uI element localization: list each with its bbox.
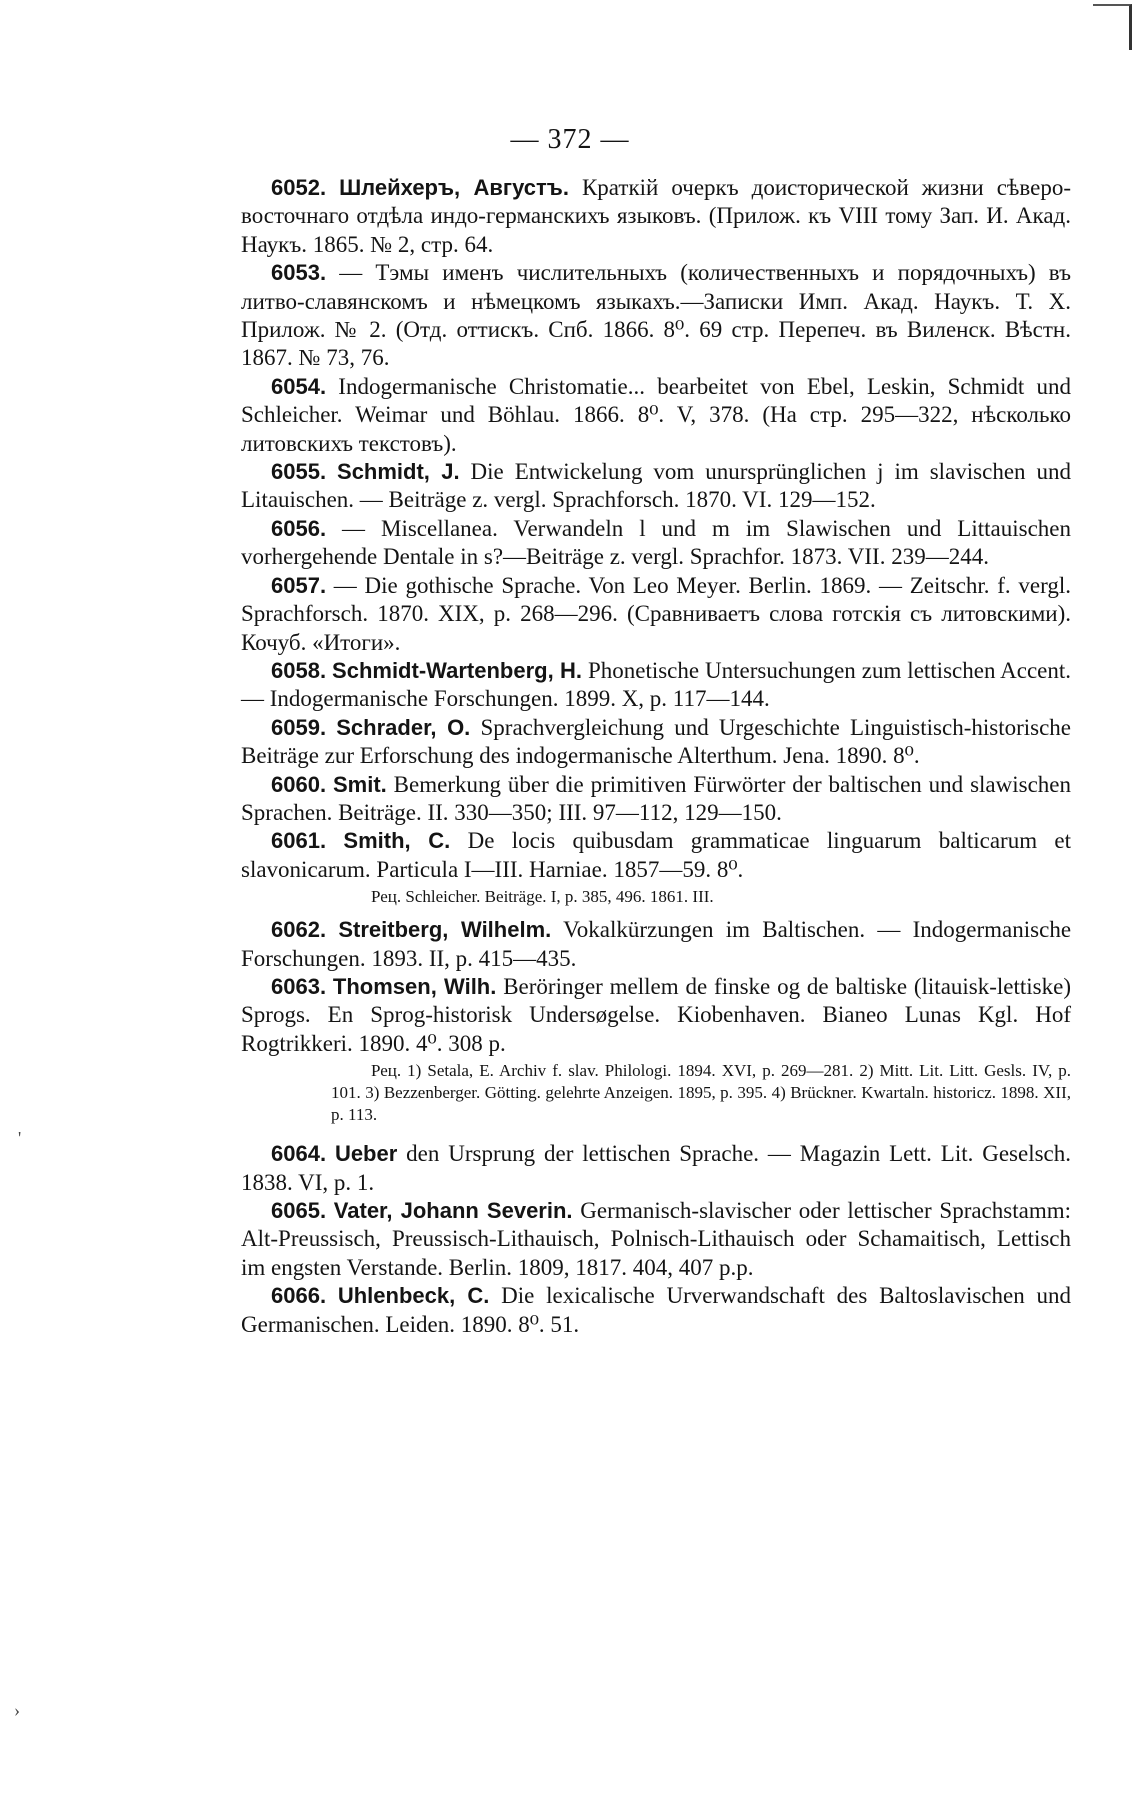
entry-number: 6061. — [271, 828, 327, 854]
bibliography-entry — [241, 1282, 1071, 1339]
entry-number: 6064. — [271, 1141, 327, 1167]
entry-number: 6065. — [271, 1198, 327, 1223]
review-note: Рец. Schleicher. Beiträge. I, p. 385, 496. 1861. III. — [371, 887, 714, 907]
bibliography-list — [241, 174, 1071, 1339]
entry-number: 6060. — [271, 771, 327, 797]
entry-author: Thomsen, Wilh. — [332, 973, 497, 999]
entry-text: Краткій очеркъ доисторической жизни сѣверо-восточнаго отдѣла индо-германскихъ языковъ. (Прилож. къ VIII тому Зап. И. Акад. Наукъ. 1865. № 2, стр. 64. — [241, 175, 1071, 257]
entry-text: — Die gothische Sprache. Von Leo Meyer. Berlin. 1869. — Zeitschr. f. vergl. Sprachforsch. 1870. XIX, p. 268—296. (Сравниваетъ слова готскія съ литовскими). Кочуб. «Итоги». — [241, 572, 1071, 655]
entry-author: Schrader, O. — [336, 714, 471, 740]
bibliography-entry — [241, 916, 1071, 973]
bibliography-entry — [241, 572, 1071, 657]
entry-number: 6055. — [271, 459, 327, 485]
entry-text: Beröringer mellem de finske og de baltiske (litauisk-lettiske) Sprogs. En Sprog-historisk Undersøgelse. Kiobenhaven. Bianeo Lunas Kgl. Hof Rogtrikkeri. 1890. 4⁰. 308 p. — [241, 973, 1071, 1056]
bibliography-entry — [241, 657, 1071, 714]
entry-number: 6059. — [271, 714, 327, 740]
bibliography-entry — [241, 771, 1071, 828]
entry-text: Sprachvergleichung und Urgeschichte Linguistisch-historische Beiträge zur Erforschung des indogermanische Alterthum. Jena. 1890. 8⁰. — [241, 714, 1072, 769]
bibliography-entry — [241, 973, 1071, 1058]
entry-number: 6063. — [271, 973, 327, 999]
bibliography-entry — [241, 515, 1071, 572]
entry-number: 6052. — [271, 175, 327, 200]
entry-text: — Miscellanea. Verwandeln l und m im Slawischen und Littauischen vorhergehende Dentale in s?—Beiträge z. vergl. Sprachfor. 1873. VII. 239—244. — [241, 515, 1071, 570]
bibliography-entry — [241, 827, 1071, 884]
bibliography-entry — [241, 1140, 1071, 1197]
entry-number: 6056. — [271, 515, 327, 541]
entry-author: Smith, C. — [343, 828, 451, 854]
bibliography-entry — [241, 458, 1071, 515]
page-edge-mark — [1093, 4, 1132, 50]
entry-author: Ueber — [334, 1141, 398, 1167]
entry-text: Bemerkung über die primitiven Fürwörter der baltischen und slawischen Sprachen. Beiträge. II. 330—350; III. 97—112, 129—150. — [241, 771, 1071, 825]
bibliography-entry — [241, 714, 1071, 771]
entry-text: Die lexicalische Urverwandschaft des Baltoslavischen und Germanischen. Leiden. 1890. 8⁰. 51. — [241, 1283, 1072, 1337]
entry-number: 6053. — [271, 260, 327, 286]
review-note: Рец. 1) Setala, E. Archiv f. slav. Philologi. 1894. XVI, p. 269—281. 2) Mitt. Lit. Litt. Gesls. IV, p. 101. 3) Bezzenberger. Götting. gelehrte Anzeigen. 1895, p. 395. 4) Brückner. Kwartaln. historicz. 1898. XII, p. 113. — [331, 1061, 1071, 1125]
entry-text: Vokalkürzungen im Baltischen. — Indogermanische Forschungen. 1893. II, p. 415—435. — [241, 917, 1072, 971]
entry-text: — Тэмы именъ числительныхъ (количественныхъ и порядочныхъ) въ литво-славянскомъ и нѣмецкомъ языкахъ.—Записки Имп. Акад. Наукъ. Т. X. Прилож. № 2. (Отд. оттискъ. Спб. 1866. 8⁰. 69 стр. Перепеч. въ Виленск. Вѣстн. 1867. № 73, 76. — [241, 260, 1071, 371]
bibliography-entry — [241, 1197, 1071, 1282]
entry-number: 6066. — [271, 1283, 327, 1309]
entry-author: Streitberg, Wilhelm. — [338, 917, 552, 943]
entry-author: Vater, Johann Severin. — [333, 1198, 573, 1223]
entry-number: 6054. — [271, 373, 327, 399]
entry-text: De locis quibusdam grammaticae linguarum balticarum et slavonicarum. Particula I—III. Harniae. 1857—59. 8⁰. — [241, 828, 1072, 882]
margin-mark: ' — [18, 1128, 22, 1148]
entry-author: Uhlenbeck, C. — [337, 1283, 490, 1309]
entry-text: Die Entwickelung vom unursprünglichen j im slavischen und Litauischen. — Beiträge z. vergl. Sprachforsch. 1870. VI. 129—152. — [241, 459, 1071, 513]
entry-text: Indogermanische Christomatie... bearbeitet von Ebel, Leskin, Schmidt und Schleicher. Weimar und Böhlau. 1866. 8⁰. V, 378. (На стр. 295—322, нѣсколько литовскихъ текстовъ). — [241, 373, 1071, 456]
entry-author: Smit. — [332, 771, 387, 797]
bibliography-entry — [241, 174, 1071, 259]
entry-author: Schmidt-Wartenberg, H. — [332, 657, 582, 683]
entry-number: 6062. — [271, 917, 327, 943]
margin-mark: › — [14, 1700, 20, 1720]
page-number: — 372 — — [510, 124, 630, 155]
bibliography-entry — [241, 259, 1071, 373]
entry-number: 6057. — [271, 572, 327, 598]
bibliography-entry — [241, 373, 1071, 458]
entry-text: Phonetische Untersuchungen zum lettischen Accent. — Indogermanische Forschungen. 1899. X, p. 117—144. — [241, 657, 1072, 712]
entry-author: Шлейхеръ, Августъ. — [339, 175, 569, 200]
entry-text: den Ursprung der lettischen Sprache. — Magazin Lett. Lit. Geselsch. 1838. VI, p. 1. — [241, 1141, 1072, 1195]
entry-text: Germanisch-slavischer oder lettischer Sprachstamm: Alt-Preussisch, Preussisch-Lithauisch, Polnisch-Lithauisch oder Schamaitisch, Lettisch im engsten Verstande. Berlin. 1809, 1817. 404, 407 p.p. — [241, 1198, 1071, 1280]
entry-number: 6058. — [271, 657, 327, 683]
entry-author: Schmidt, J. — [337, 459, 460, 485]
